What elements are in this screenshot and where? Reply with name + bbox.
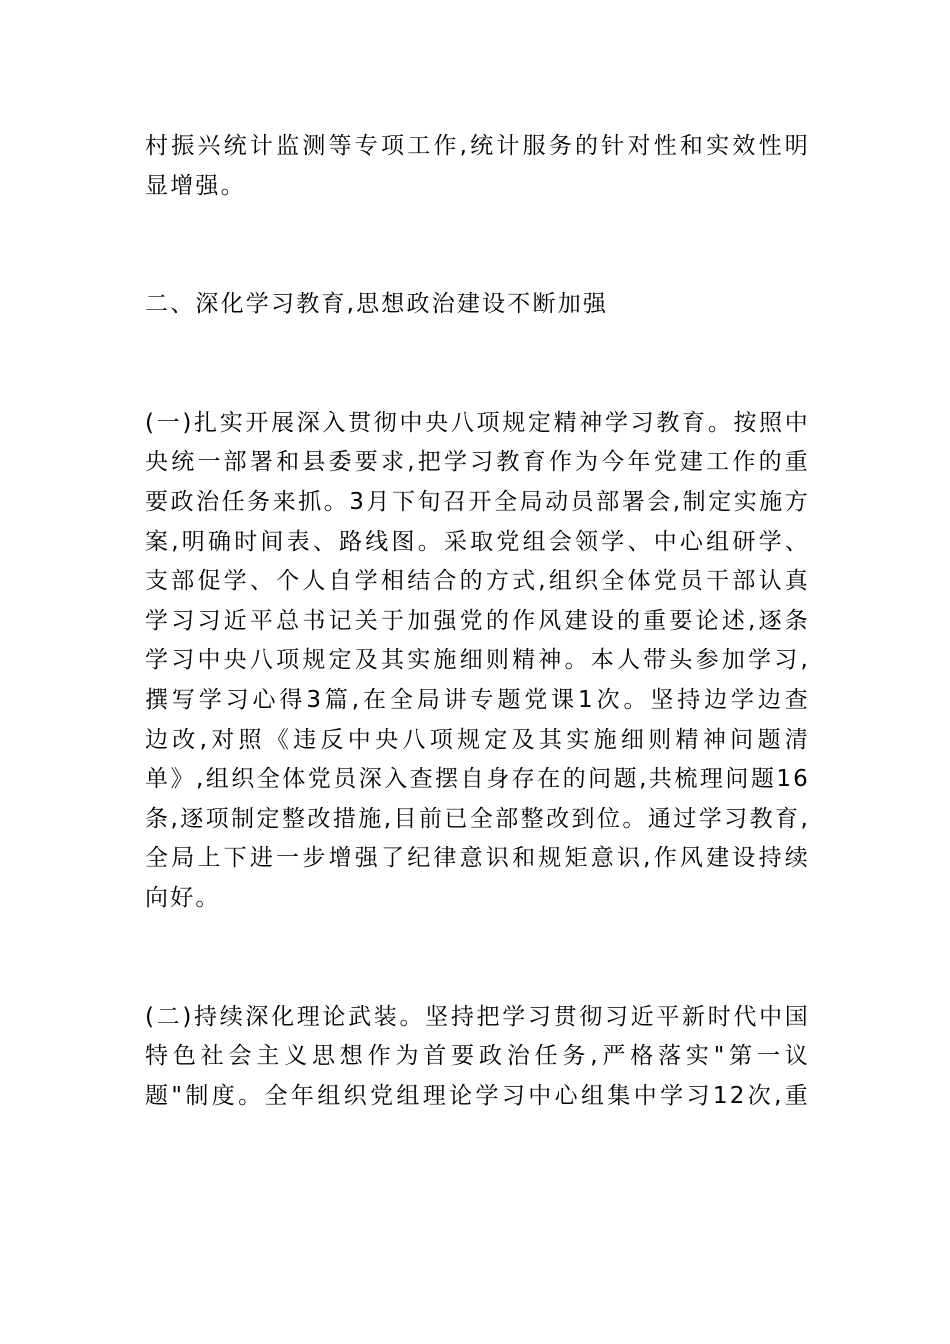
paragraph-spacer <box>145 206 810 285</box>
text-line: 村振兴统计监测等专项工作,统计服务的针对性和实效性明 <box>145 133 810 159</box>
text-line: 向好。 <box>145 884 221 911</box>
paragraph-spacer <box>145 325 810 404</box>
text-line: 央统一部署和县委要求,把学习教育作为今年党建工作的重 <box>145 449 810 476</box>
text-line: (二)持续深化理论武装。坚持把学习贯彻习近平新时代中国 <box>145 1003 810 1030</box>
text-line: 边改,对照《违反中央八项规定及其实施细则精神问题清 <box>145 726 810 753</box>
text-line: 单》,组织全体党员深入查摆自身存在的问题,共梳理问题16 <box>145 766 810 793</box>
text-line: 案,明确时间表、路线图。采取党组会领学、中心组研学、 <box>145 528 810 555</box>
text-line: 学习中央八项规定及其实施细则精神。本人带头参加学习, <box>145 647 810 674</box>
text-line: 题"制度。全年组织党组理论学习中心组集中学习12次,重 <box>145 1082 810 1109</box>
text-line: 学习习近平总书记关于加强党的作风建设的重要论述,逐条 <box>145 607 810 634</box>
text-line: (一)扎实开展深入贯彻中央八项规定精神学习教育。按照中 <box>145 409 810 436</box>
text-line: 撰写学习心得3篇,在全局讲专题党课1次。坚持边学边查 <box>145 686 810 713</box>
section-heading <box>145 285 810 325</box>
paragraph-theory-study <box>145 998 810 1117</box>
text-line: 条,逐项制定整改措施,目前已全部整改到位。通过学习教育, <box>145 805 810 832</box>
section-heading-text: 二、深化学习教育,思想政治建设不断加强 <box>145 291 609 318</box>
document-body <box>145 127 810 1116</box>
text-line: 特色社会主义思想作为首要政治任务,严格落实"第一议 <box>145 1043 810 1070</box>
intro-paragraph <box>145 127 810 206</box>
text-line: 要政治任务来抓。3月下旬召开全局动员部署会,制定实施方 <box>145 488 810 515</box>
paragraph-spacer <box>145 919 810 998</box>
text-line: 支部促学、个人自学相结合的方式,组织全体党员干部认真 <box>145 568 810 595</box>
paragraph-eight-rules-study <box>145 404 810 919</box>
text-line: 全局上下进一步增强了纪律意识和规矩意识,作风建设持续 <box>145 845 810 872</box>
text-line: 显增强。 <box>145 172 246 199</box>
